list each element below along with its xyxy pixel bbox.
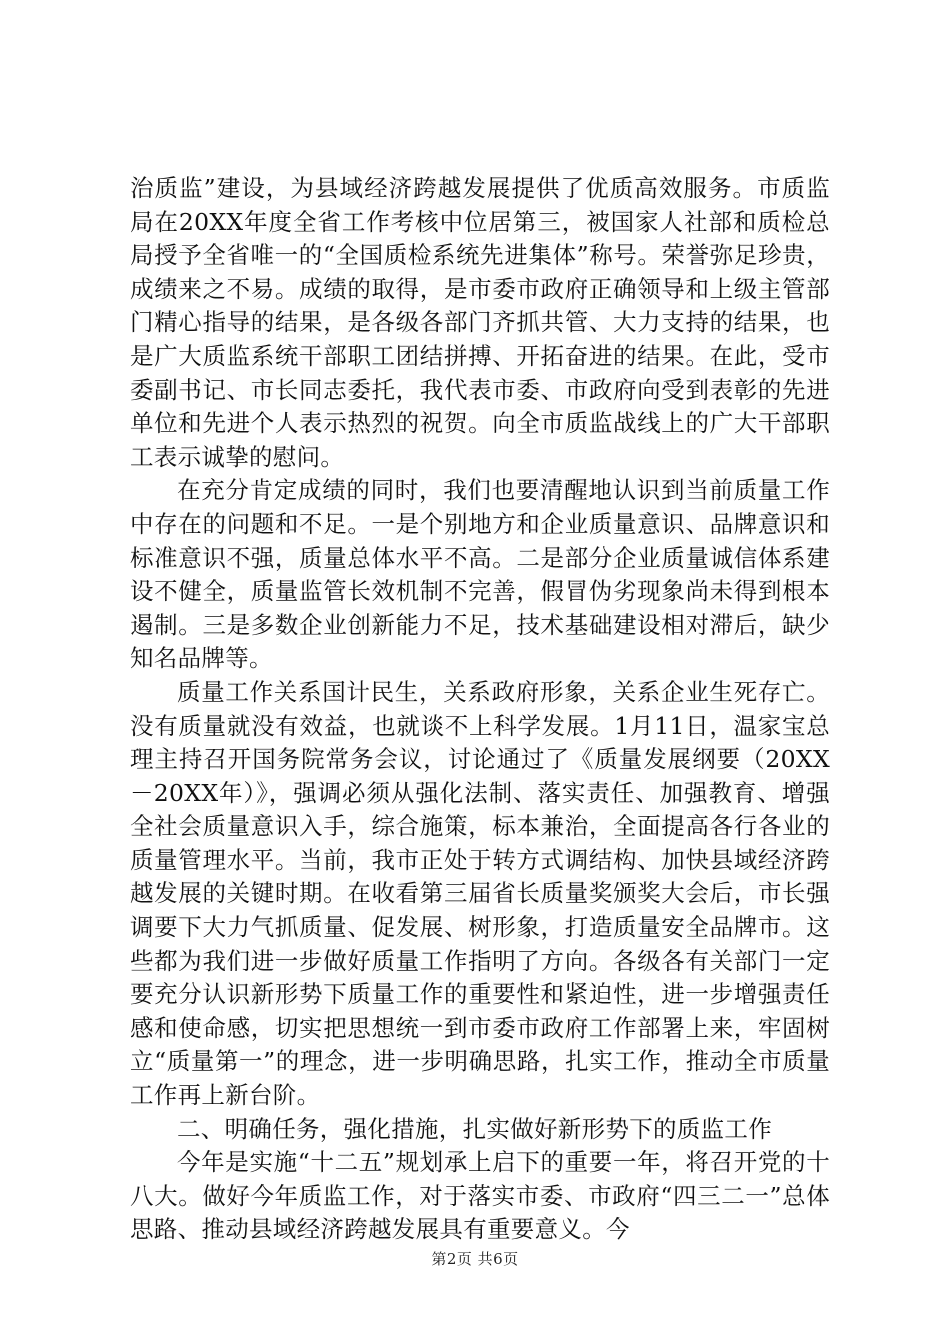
paragraph-2: 在充分肯定成绩的同时，我们也要清醒地认识到当前质量工作中存在的问题和不足。一是个别地方和企业质量意识、品牌意识和标准意识不强，质量总体水平不高。二是部分企业质量诚信体系建设不健全，质量监管长效机制不完善，假冒伪劣现象尚未得到根本遏制。三是多数企业创新能力不足，技术基础建设相对滞后，缺少知名品牌等。 (130, 476, 830, 673)
paragraph-3: 质量工作关系国计民生，关系政府形象，关系企业生死存亡。没有质量就没有效益，也就谈不上科学发展。1月11日，温家宝总理主持召开国务院常务会议，讨论通过了《质量发展纲要（20XX－20XX年）》，强调必须从强化法制、落实责任、加强教育、增强全社会质量意识入手，综合施策，标本兼治，全面提高各行各业的质量管理水平。当前，我市正处于转方式调结构、加快县域经济跨越发展的关键时期。在收看第三届省长质量奖颁奖大会后，市长强调要下大力气抓质量、促发展、树形象，打造质量安全品牌市。这些都为我们进一步做好质量工作指明了方向。各级各有关部门一定要充分认识新形势下质量工作的重要性和紧迫性，进一步增强责任感和使命感，切实把思想统一到市委市政府工作部署上来，牢固树立“质量第一”的理念，进一步明确思路，扎实工作，推动全市质量工作再上新台阶。 (130, 677, 830, 1110)
document-body (130, 172, 830, 1247)
section-heading: 二、明确任务，强化措施，扎实做好新形势下的质监工作 (177, 1114, 772, 1143)
page-footer (0, 1248, 950, 1269)
paragraph-1: 治质监”建设，为县域经济跨越发展提供了优质高效服务。市质监局在20XX年度全省工作考核中位居第三，被国家人社部和质检总局授予全省唯一的“全国质检系统先进集体”称号。荣誉弥足珍贵，成绩来之不易。成绩的取得，是市委市政府正确领导和上级主管部门精心指导的结果，是各级各部门齐抓共管、大力支持的结果，也是广大质监系统干部职工团结拼搏、开拓奋进的结果。在此，受市委副书记、市长同志委托，我代表市委、市政府向受到表彰的先进单位和先进个人表示热烈的祝贺。向全市质监战线上的广大干部职工表示诚挚的慰问。 (130, 174, 830, 471)
paragraph-4: 今年是实施“十二五”规划承上启下的重要一年，将召开党的十八大。做好今年质监工作，对于落实市委、市政府“四三二一”总体思路、推动县域经济跨越发展具有重要意义。今 (130, 1148, 830, 1244)
page-number-label: 第2页 共6页 (431, 1250, 519, 1268)
